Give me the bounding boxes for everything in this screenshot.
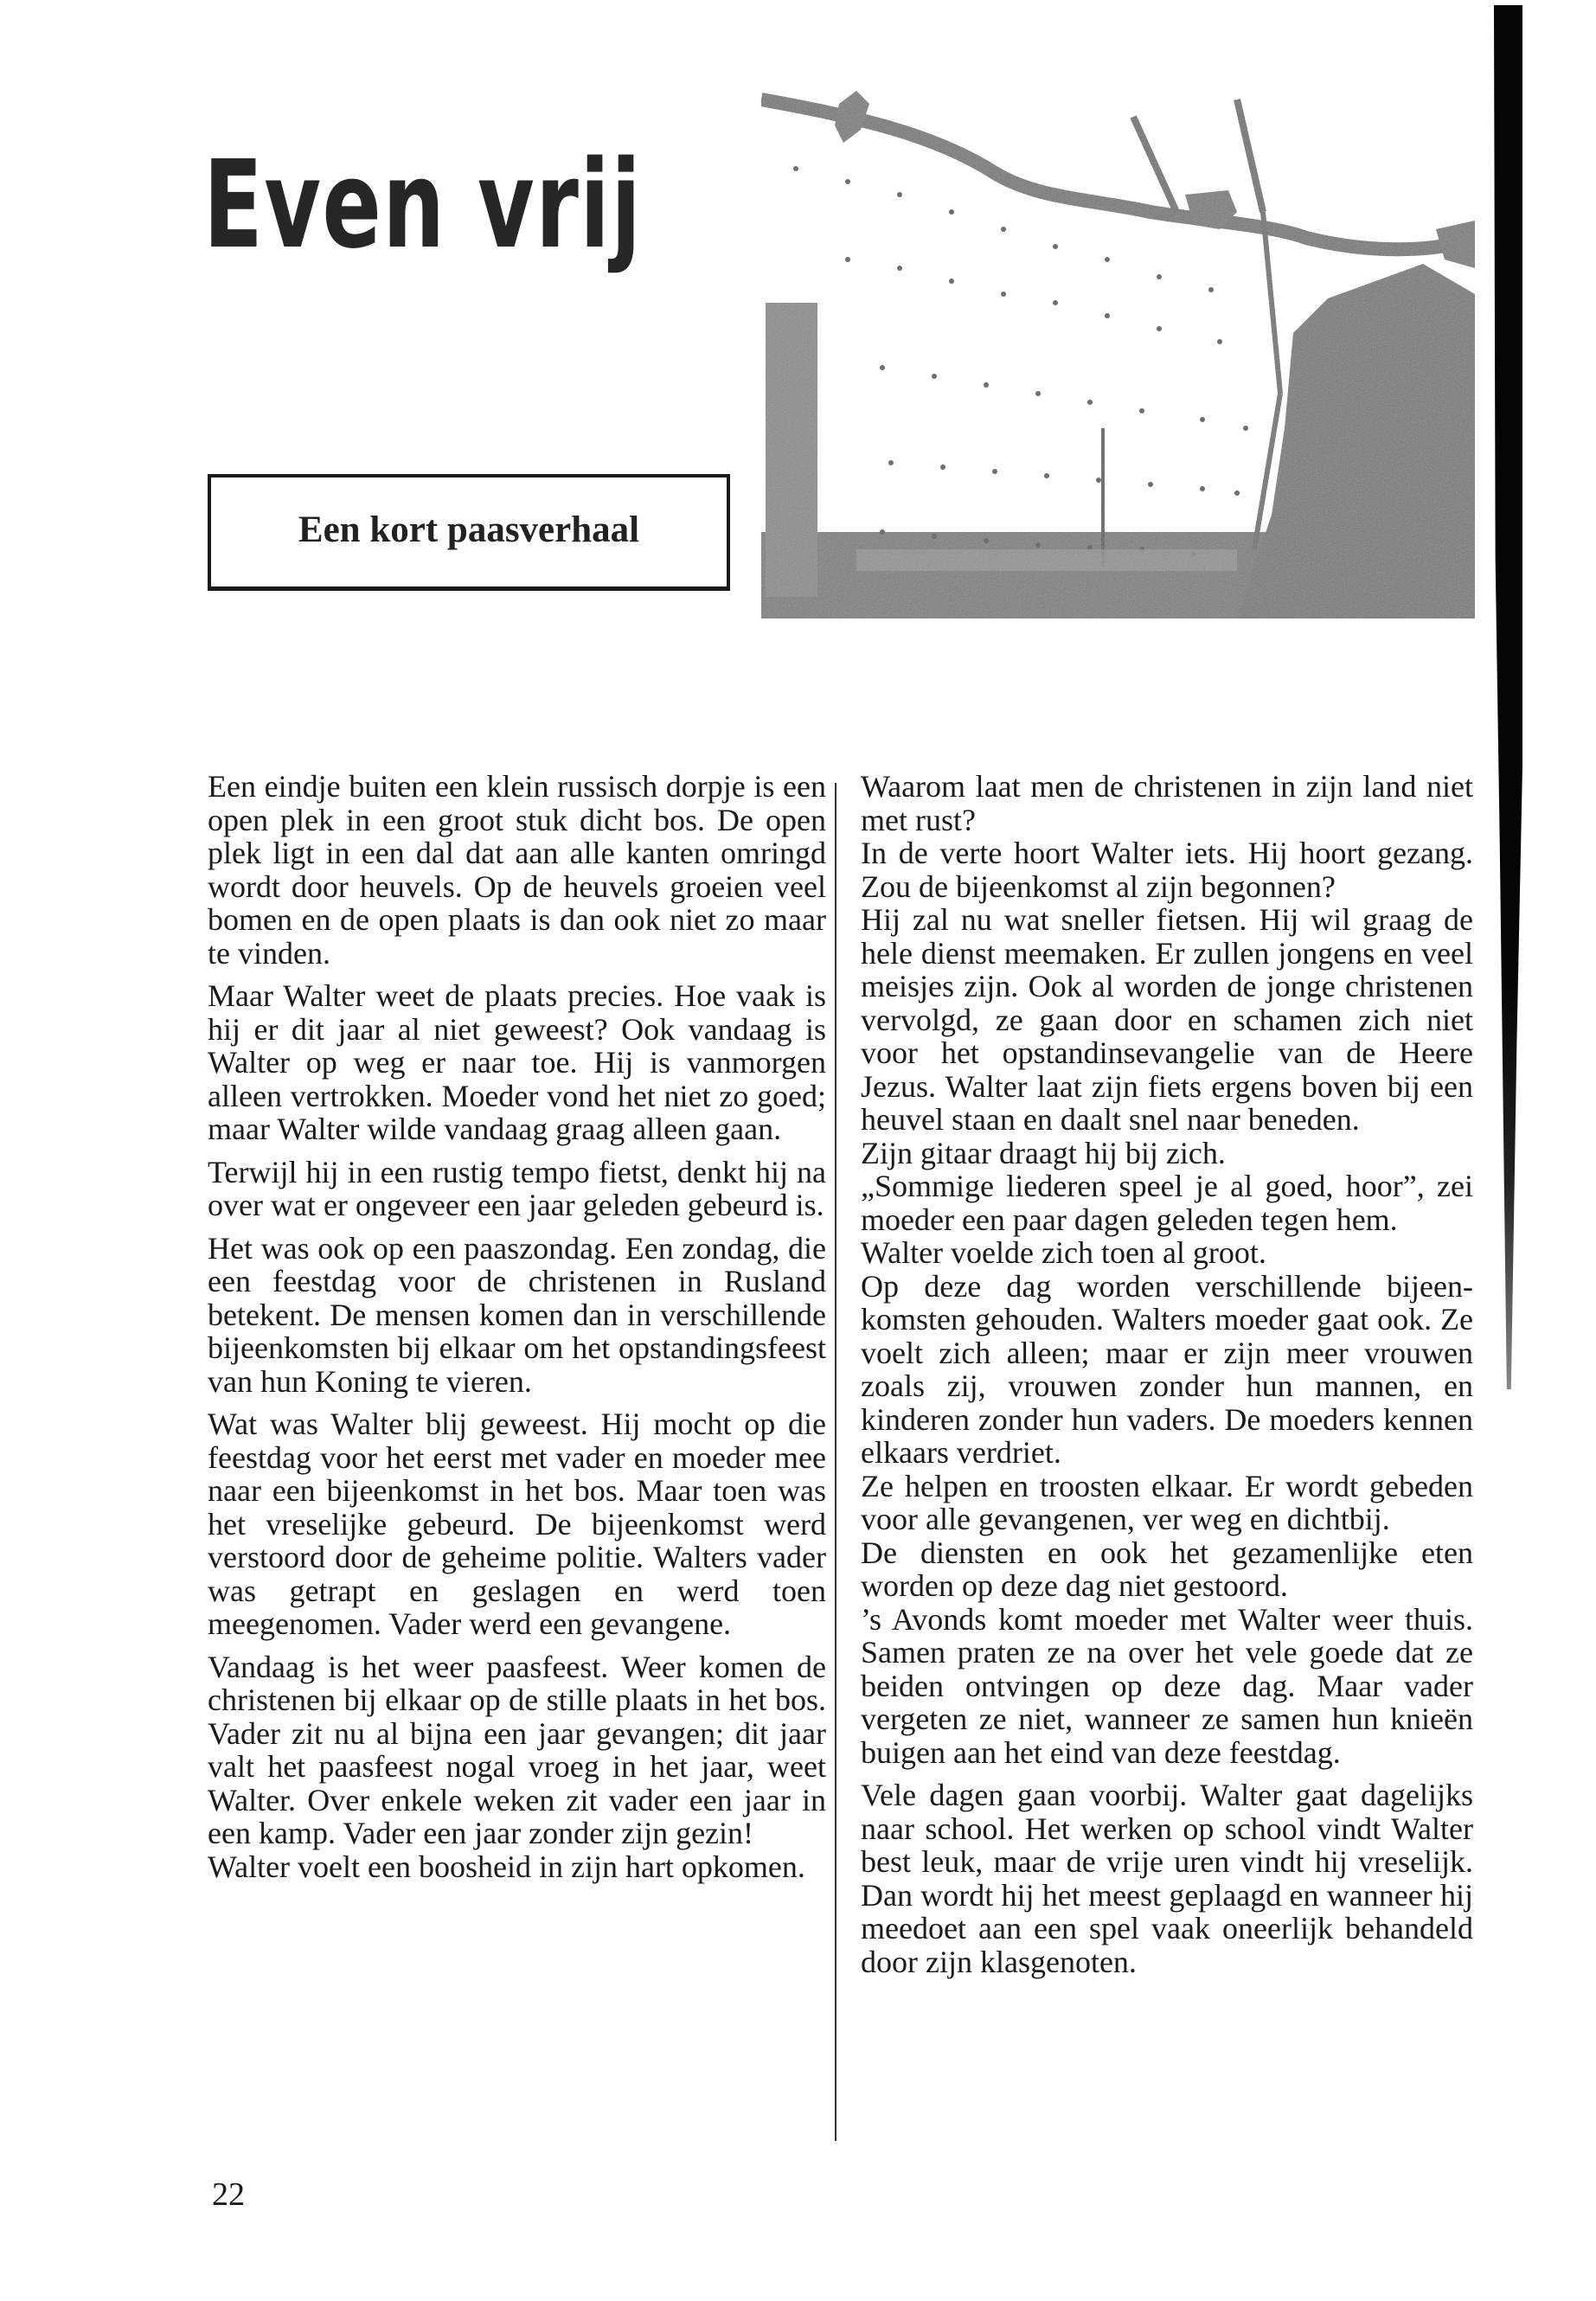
paragraph: Waarom laat men de christenen in zijn land niet met rust? bbox=[861, 769, 1473, 837]
paragraph: Zijn gitaar draagt hij bij zich. bbox=[861, 1135, 1226, 1170]
paragraph: Een eindje buiten een klein russisch dorpje is een open plek in een groot stuk dicht bos. De open plek ligt in een dal dat aan alle kanten omringd wordt door heuvels. Op de heuvels groeien veel bomen en de open plaats is dan ook niet zo maar te vinden. bbox=[208, 769, 826, 971]
page-edge-bar bbox=[1494, 5, 1522, 1389]
paragraph: Ze helpen en troosten elkaar. Er wordt gebeden voor alle gevangenen, ver weg en dichtbij. bbox=[861, 1468, 1473, 1536]
column-divider bbox=[835, 783, 836, 2141]
paragraph: Terwijl hij in een rustig tempo fietst, denkt hij na over wat er ongeveer een jaar geleden gebeurd is. bbox=[208, 1154, 826, 1222]
article-subtitle: Een kort paasverhaal bbox=[298, 509, 640, 550]
paragraph: „Sommige liederen speel je al goed, hoor”, zei moeder een paar dagen geleden tegen hem. bbox=[861, 1169, 1473, 1237]
paragraph: Vandaag is het weer paasfeest. Weer komen de christenen bij elkaar op de stille plaats in het bos. Vader zit nu al bijna een jaar gevangen; dit jaar valt het paasfeest nogal vroeg in het jaar, weet Walter. Over enkele weken zit vader een jaar in een kamp. Vader een jaar zonder zijn gezin! bbox=[208, 1649, 826, 1850]
paragraph: Het was ook op een paaszondag. Een zondag, die een feestdag voor de christenen in Rusland betekent. De mensen komen dan in verschillende bijeenkomsten bij elkaar om het opstandingsfeest van hun Koning te vieren. bbox=[208, 1230, 826, 1399]
barbed-wire-photo-icon bbox=[753, 82, 1475, 619]
paragraph: Vele dagen gaan voorbij. Walter gaat dagelijks naar school. Het werken op school vindt Walter best leuk, maar de vrije uren vindt hij vreselijk. Dan wordt hij het meest geplaagd en wanneer hij meedoet aan een spel vaak oneerlijk behandeld door zijn klasgenoten. bbox=[861, 1778, 1473, 1979]
paragraph: Maar Walter weet de plaats precies. Hoe vaak is hij er dit jaar al niet geweest? Ook vandaag is Walter op weg er naar toe. Hij is vanmorgen alleen vertrokken. Moeder vond het niet zo goed; maar Walter wilde vandaag graag alleen gaan. bbox=[208, 978, 826, 1146]
article-title: Even vrij bbox=[203, 135, 643, 276]
page-number: 22 bbox=[212, 2176, 245, 2213]
paragraph: Hij zal nu wat sneller fietsen. Hij wil graag de hele dienst meemaken. Er zullen jongens en veel meisjes zijn. Ook al worden de jonge christenen vervolgd, ze gaan door en schamen zich niet voor het opstandinsevangelie van de Heere Jezus. Walter laat zijn fiets ergens boven bij een heuvel staan en daalt snel naar beneden. bbox=[861, 902, 1473, 1137]
right-column bbox=[861, 770, 1473, 1988]
paragraph: Op deze dag worden verschillende bijeenkomsten gehouden. Walters moeder gaat ook. Ze voelt zich alleen; maar er zijn meer vrouwen zoals zij, vrouwen zonder hun mannen, en kinderen zonder hun vaders. De moeders kennen elkaars verdriet. bbox=[861, 1268, 1473, 1470]
subtitle-box bbox=[208, 474, 730, 591]
photo-graphic bbox=[753, 82, 1475, 619]
paragraph: In de verte hoort Walter iets. Hij hoort gezang. Zou de bijeenkomst al zijn begonnen? bbox=[861, 836, 1473, 904]
paragraph: Walter voelde zich toen al groot. bbox=[861, 1235, 1266, 1270]
paragraph: De diensten en ook het gezamenlijke eten worden op deze dag niet gestoord. bbox=[861, 1535, 1473, 1603]
paragraph: Walter voelt een boosheid in zijn hart opkomen. bbox=[208, 1849, 805, 1884]
paragraph: Wat was Walter blij geweest. Hij mocht op die feestdag voor het eerst met vader en moeder mee naar een bijeenkomst in het bos. Maar toen was het vreselijke gebeurd. De bijeenkomst werd verstoord door de geheime politie. Walters vader was getrapt en geslagen en werd toen meegenomen. Vader werd een gevangene. bbox=[208, 1407, 826, 1641]
paragraph: ’s Avonds komt moeder met Walter weer thuis. Samen praten ze na over het vele goede dat ze beiden ontvingen op deze dag. Maar vader vergeten ze niet, wanneer ze samen hun knieën buigen aan het eind van deze feestdag. bbox=[861, 1601, 1473, 1770]
left-column bbox=[208, 770, 826, 1893]
